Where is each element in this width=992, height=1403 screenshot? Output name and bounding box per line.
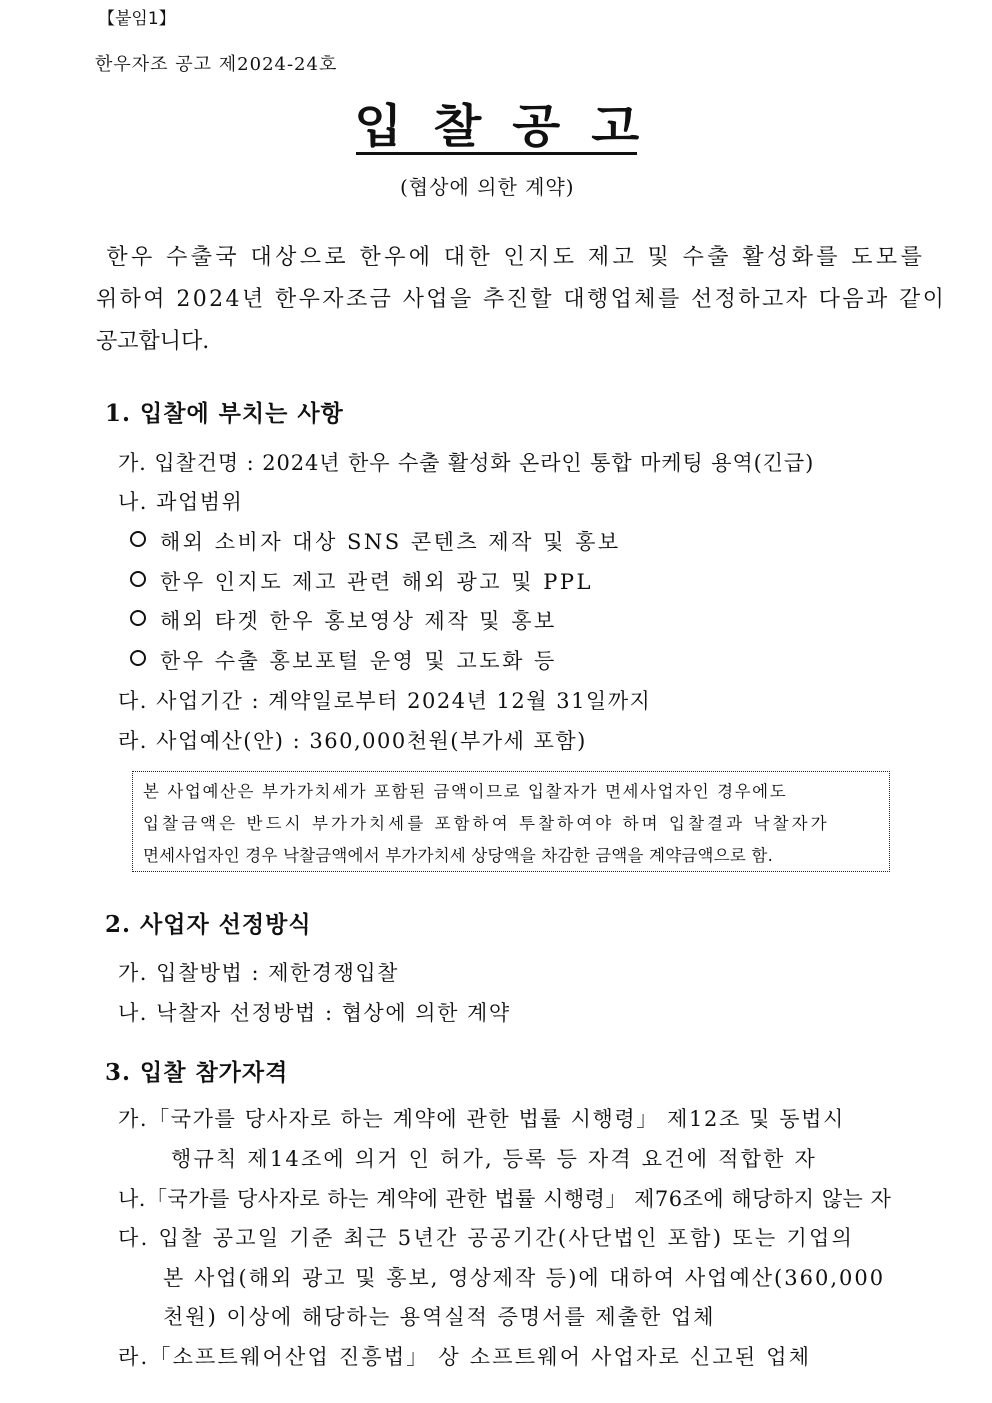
section-heading-2: 2. 사업자 선정방식 [105,911,312,938]
intro-line: 공고합니다. [96,329,210,354]
item-text: 입찰방법 : 제한경쟁입찰 [156,961,399,985]
item-text: 「국가를 당사자로 하는 계약에 관한 법률 시행령」 제76조에 해당하지 않는 자 [145,1187,892,1211]
section-heading-1: 1. 입찰에 부치는 사항 [105,400,344,427]
section1-item-na [118,486,243,516]
title-char: 고 [590,99,639,153]
circle-bullet-icon [130,531,146,547]
section1-item-da [118,685,651,715]
section1-item-ra [118,725,587,755]
section2-item-na [118,997,511,1027]
item-label: 가. [118,961,148,985]
item-label: 나. [118,490,148,514]
item-label: 나. [118,1001,148,1025]
note-line: 면세사업자인 경우 낙찰금액에서 부가가치세 상당액을 차감한 금액을 계약금액으로 함. [143,846,774,865]
section-heading-3: 3. 입찰 참가자격 [105,1059,289,1086]
scope-bullet: 해외 소비자 대상 SNS 콘텐츠 제작 및 홍보 [130,526,621,556]
item-label: 라. [118,1345,150,1369]
section1-item-ga [118,447,814,477]
title-char: 찰 [433,99,482,153]
section3-item-da-continued: 본 사업(해외 광고 및 홍보, 영상제작 등)에 대하여 사업예산(360,000 [163,1266,886,1290]
section2-item-ga [118,957,399,987]
section3-item-ra [118,1341,811,1371]
circle-bullet-icon [130,610,146,626]
item-text: 「국가를 당사자로 하는 계약에 관한 법률 시행령」 제12조 및 동법시 [148,1107,845,1131]
item-text: 사업기간 : 계약일로부터 2024년 12월 31일까지 [156,689,652,713]
vat-note-box [132,771,890,872]
section3-item-da-continued: 천원) 이상에 해당하는 용역실적 증명서를 제출한 업체 [163,1305,716,1329]
page-subtitle: (협상에 의한 계약) [400,175,575,199]
item-text: 낙찰자 선정방법 : 협상에 의한 계약 [156,1001,511,1025]
item-text: 입찰 공고일 기준 최근 5년간 공공기간(사단법인 포함) 또는 기업의 [158,1226,855,1250]
item-label: 다. [118,1226,150,1250]
title-char: 공 [511,99,560,153]
intro-line: 한우 수출국 대상으로 한우에 대한 인지도 제고 및 수출 활성화를 도모를 [96,245,926,270]
scope-bullet: 한우 인지도 제고 관련 해외 광고 및 PPL [130,566,593,596]
item-text: 입찰건명 : 2024년 한우 수출 활성화 온라인 통합 마케팅 용역(긴급) [154,451,815,475]
note-line: 본 사업예산은 부가가치세가 포함된 금액이므로 입찰자가 면세사업자인 경우에도 [143,782,788,801]
intro-line: 위하여 2024년 한우자조금 사업을 추진할 대행업체를 선정하고자 다음과 같이 [96,287,947,312]
section3-item-ga [118,1103,845,1133]
item-text: 「소프트웨어산업 진흥법」 상 소프트웨어 사업자로 신고된 업체 [149,1345,812,1369]
page-title [356,101,637,155]
section3-item-da [118,1222,854,1252]
attachment-label: 【붙임1】 [98,9,176,29]
scope-bullet: 한우 수출 홍보포털 운영 및 고도화 등 [130,645,557,675]
intro-paragraph [96,237,947,363]
item-text: 사업예산(안) : 360,000천원(부가세 포함) [156,729,587,753]
notice-number: 한우자조 공고 제2024-24호 [95,54,338,75]
circle-bullet-icon [130,650,146,666]
note-line: 입찰금액은 반드시 부가가치세를 포함하여 투찰하여야 하며 입찰결과 낙찰자가 [143,814,830,833]
item-label: 라. [118,729,148,753]
item-text: 과업범위 [156,490,244,514]
item-label: 가. [118,451,147,475]
section3-item-na [118,1183,891,1213]
item-label: 나. [118,1187,146,1211]
circle-bullet-icon [130,571,146,587]
item-label: 다. [118,689,148,713]
scope-bullet: 해외 타겟 한우 홍보영상 제작 및 홍보 [130,605,557,635]
title-char: 입 [354,99,403,153]
section3-item-ga-continued: 행규칙 제14조에 의거 인 허가, 등록 등 자격 요건에 적합한 자 [171,1147,817,1171]
item-label: 가. [118,1107,149,1131]
